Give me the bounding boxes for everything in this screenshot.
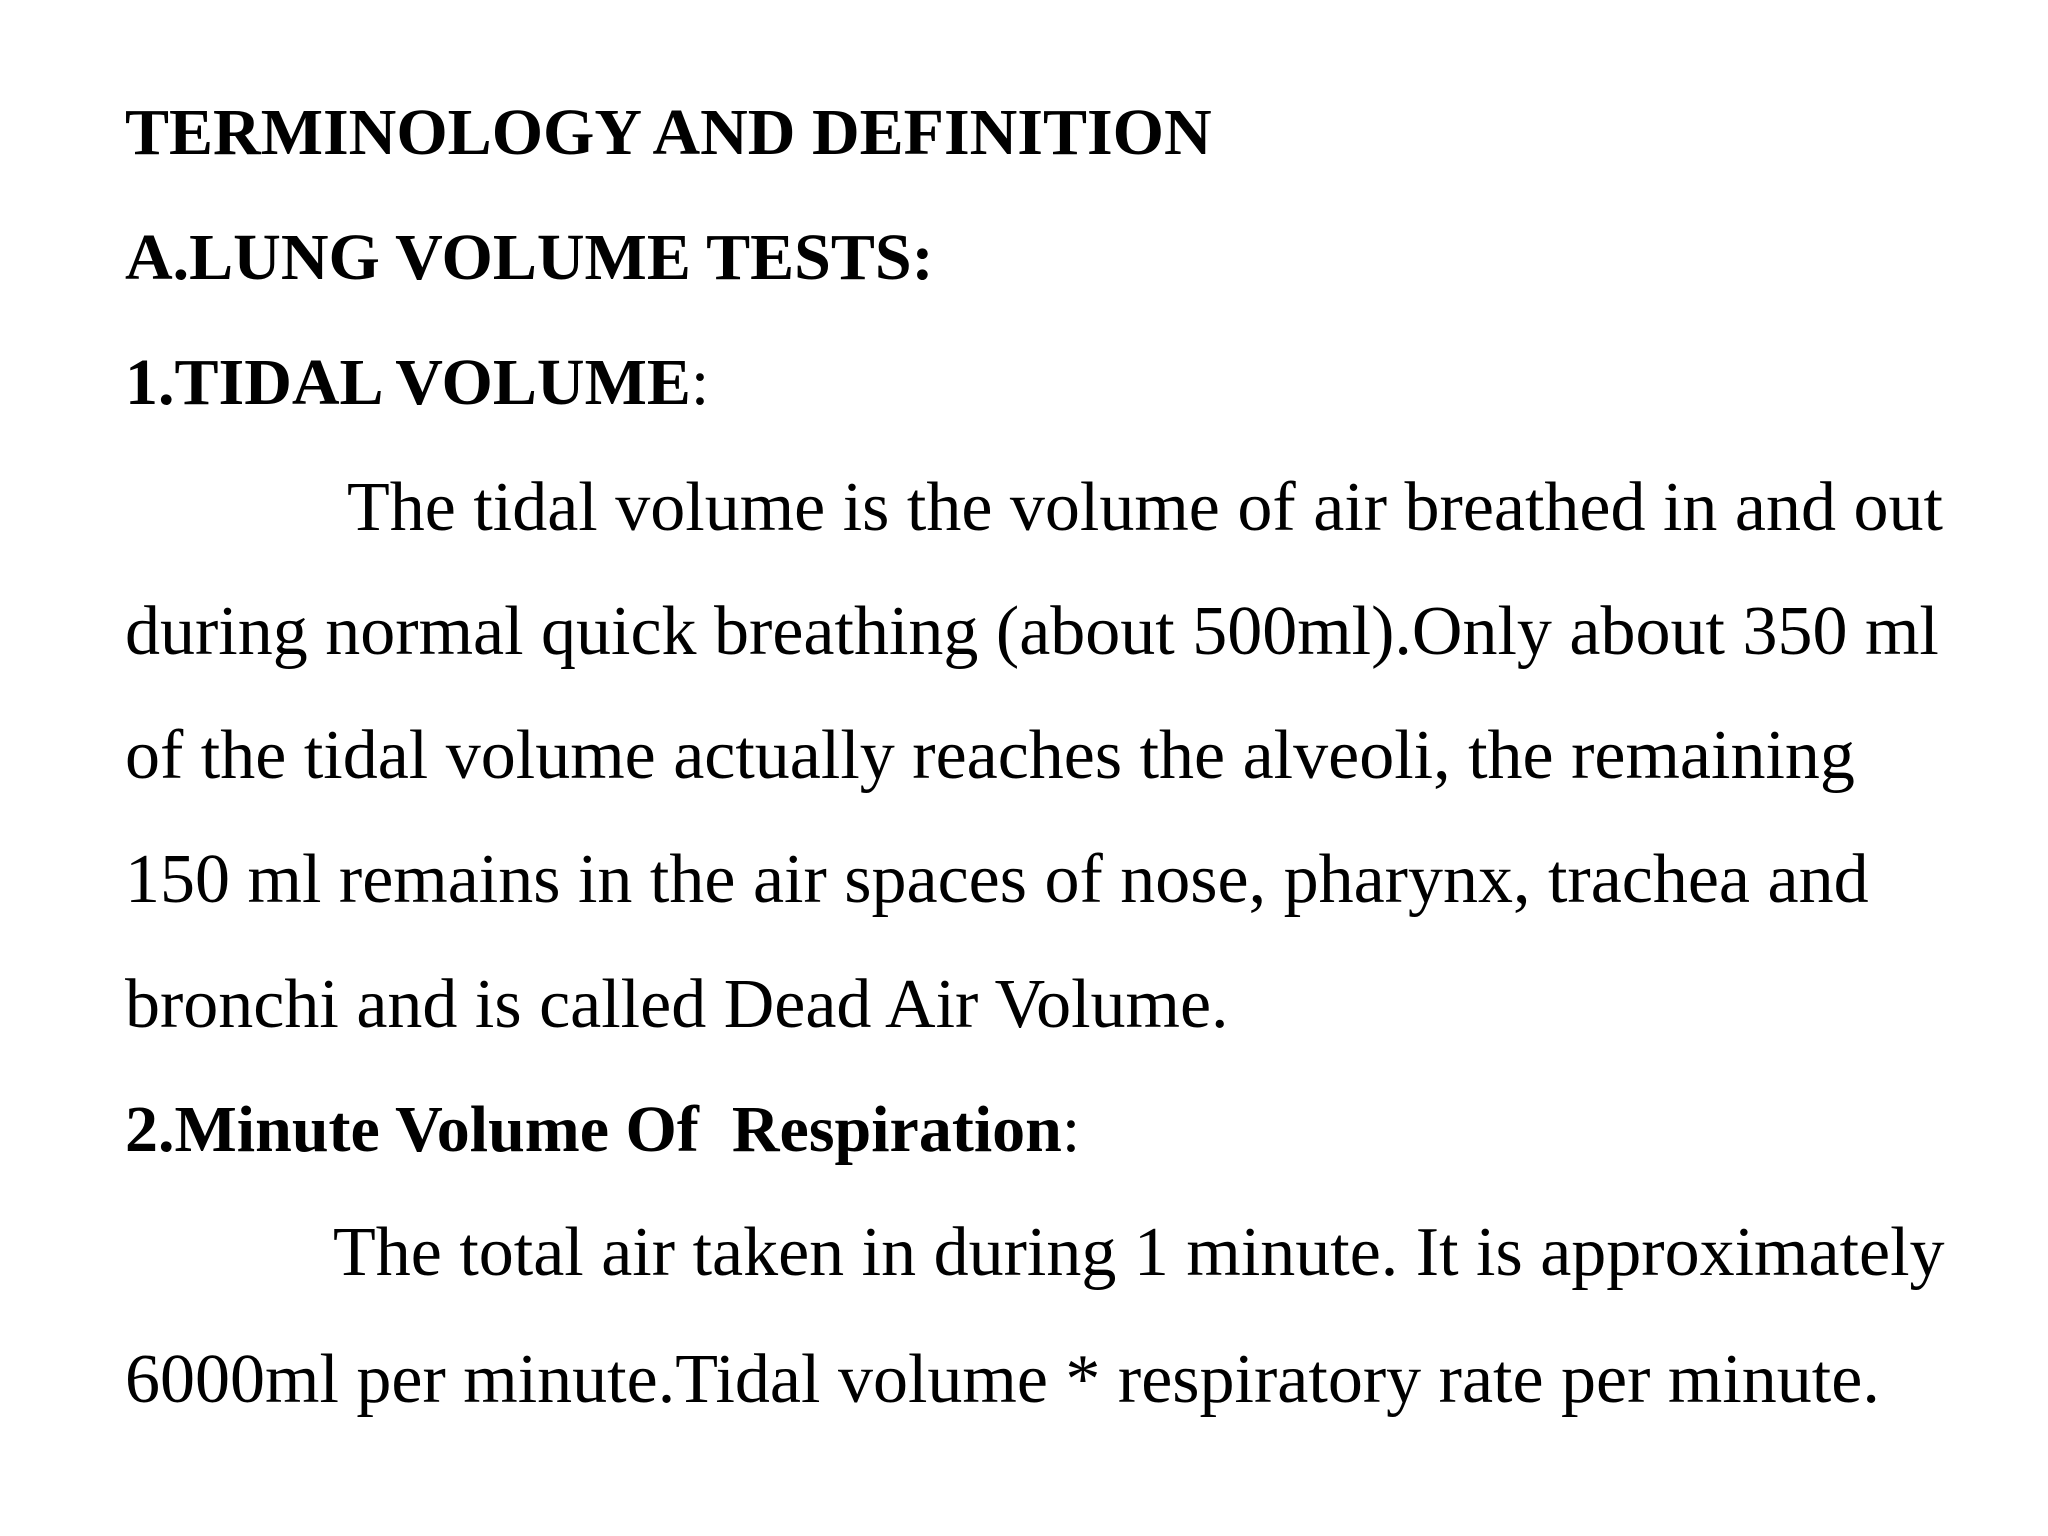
- item-heading-text: 1.TIDAL VOLUME: [125, 346, 691, 419]
- item-heading-colon: :: [690, 346, 710, 419]
- paragraph-line: 150 ml remains in the air spaces of nose, pharynx, trachea and: [125, 841, 1869, 918]
- paragraph-line: The total air taken in during 1 minute. It is approximately: [333, 1214, 1945, 1291]
- item-heading-text: 2.Minute Volume Of Respiration: [125, 1093, 1062, 1166]
- paragraph-line: bronchi and is called Dead Air Volume.: [125, 966, 1229, 1043]
- item-heading-minute-volume: [125, 1093, 1081, 1166]
- paragraph-line: 6000ml per minute.Tidal volume * respiratory rate per minute.: [125, 1341, 1880, 1418]
- paragraph-line: of the tidal volume actually reaches the alveoli, the remaining: [125, 717, 1855, 794]
- paragraph-line: The tidal volume is the volume of air breathed in and out: [347, 469, 1943, 546]
- item-heading-colon: :: [1061, 1093, 1081, 1166]
- document-title: TERMINOLOGY AND DEFINITION: [125, 96, 1212, 169]
- section-heading: A.LUNG VOLUME TESTS:: [125, 221, 934, 294]
- item-heading-tidal-volume: [125, 346, 710, 419]
- paragraph-line: during normal quick breathing (about 500ml).Only about 350 ml: [125, 593, 1939, 670]
